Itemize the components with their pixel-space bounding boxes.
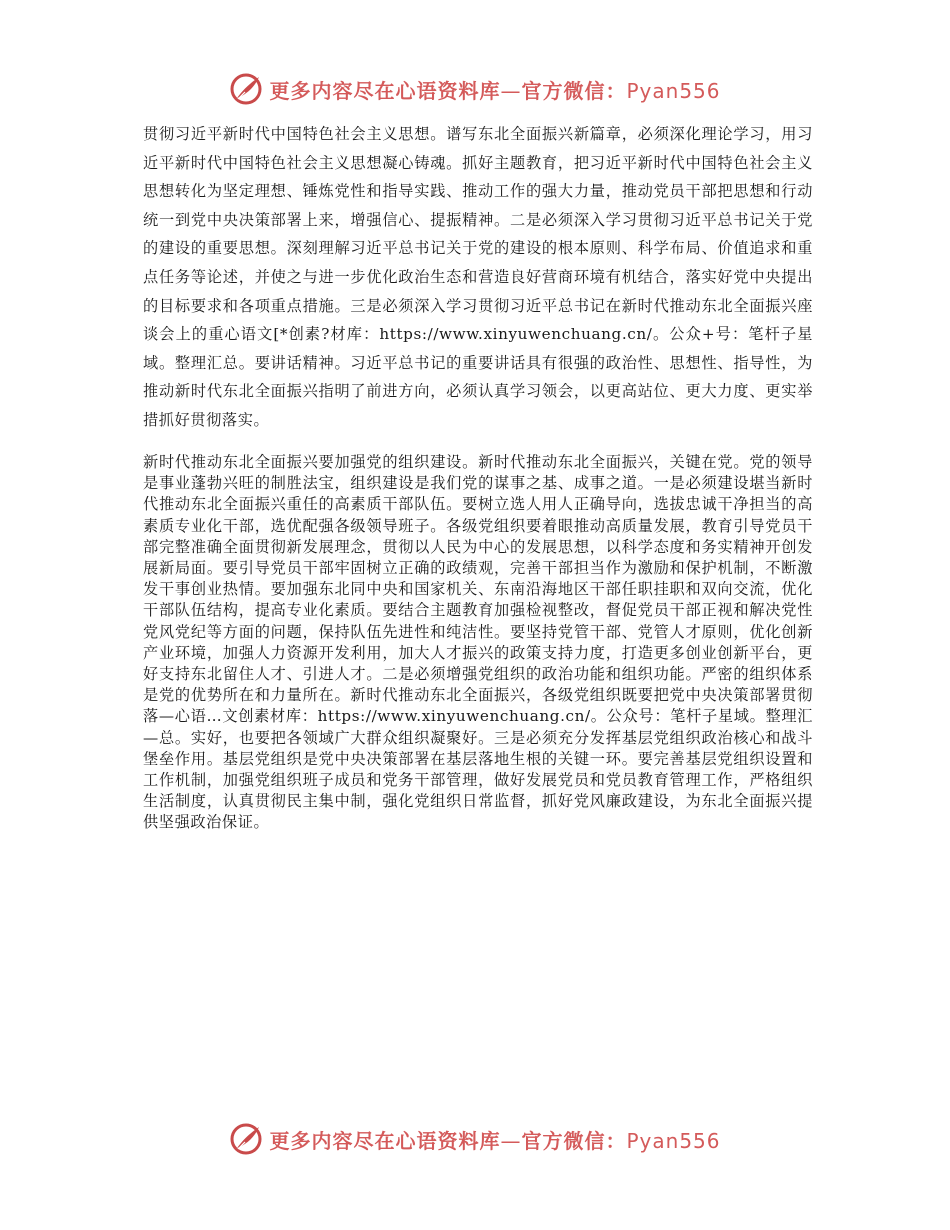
quill-logo-icon [229, 1122, 263, 1156]
watermark-text: 更多内容尽在心语资料库—官方微信：Pyan556 [269, 1128, 721, 1153]
watermark-text: 更多内容尽在心语资料库—官方微信：Pyan556 [269, 78, 721, 103]
header-watermark [0, 72, 950, 106]
body-paragraph-1: 贯彻习近平新时代中国特色社会主义思想。谱写东北全面振兴新篇章，必须深化理论学习，用习近平新时代中国特色社会主义思想凝心铸魂。抓好主题教育，把习近平新时代中国特色社会主义思想转化为坚定理想、锤炼党性和指导实践、推动工作的强大力量，推动党员干部把思想和行动统一到党中央决策部署上来，增强信心、提振精神。二是必须深入学习贯彻习近平总书记关于党的建设的重要思想。深刻理解习近平总书记关于党的建设的根本原则、科学布局、价值追求和重点任务等论述，并使之与进一步优化政治生态和营造良好营商环境有机结合，落实好党中央提出的目标要求和各项重点措施。三是必须深入学习贯彻习近平总书记在新时代推动东北全面振兴座谈会上的重心语文[*创素?材库：https://www.xinyuwenchuang.cn/。公众+号：笔杆子星域。整理汇总。要讲话精神。习近平总书记的重要讲话具有很强的政治性、思想性、指导性，为推动新时代东北全面振兴指明了前进方向，必须认真学习领会，以更高站位、更大力度、更实举措抓好贯彻落实。 [143, 125, 813, 429]
quill-logo-icon [229, 72, 263, 106]
body-paragraph-2: 新时代推动东北全面振兴要加强党的组织建设。新时代推动东北全面振兴，关键在党。党的领导是事业蓬勃兴旺的制胜法宝，组织建设是我们党的谋事之基、成事之道。一是必须建设堪当新时代推动东北全面振兴重任的高素质干部队伍。要树立选人用人正确导向，选拔忠诚干净担当的高素质专业化干部，选优配强各级领导班子。各级党组织要着眼推动高质量发展，教育引导党员干部完整准确全面贯彻新发展理念，贯彻以人民为中心的发展思想，以科学态度和务实精神开创发展新局面。要引导党员干部牢固树立正确的政绩观，完善干部担当作为激励和保护机制，不断激发干事创业热情。要加强东北同中央和国家机关、东南沿海地区干部任职挂职和双向交流，优化干部队伍结构，提高专业化素质。要结合主题教育加强检视整改，督促党员干部正视和解决党性党风党纪等方面的问题，保持队伍先进性和纯洁性。要坚持党管干部、党管人才原则，优化创新产业环境，加强人力资源开发利用，加大人才振兴的政策支持力度，打造更多创业创新平台，更好支持东北留住人才、引进人才。二是必须增强党组织的政治功能和组织功能。严密的组织体系是党的优势所在和力量所在。新时代推动东北全面振兴，各级党组织既要把党中央决策部署贯彻落—心语…文创素材库：https://www.xinyuwenchuang.cn/。公众号：笔杆子星域。整理汇—总。实好，也要把各领域广大群众组织凝聚好。三是必须充分发挥基层党组织政治核心和战斗堡垒作用。基层党组织是党中央决策部署在基层落地生根的关键一环。要完善基层党组织设置和工作机制，加强党组织班子成员和党务干部管理，做好发展党员和党员教育管理工作，严格组织生活制度，认真贯彻民主集中制，强化党组织日常监督，抓好党风廉政建设，为东北全面振兴提供坚强政治保证。 [143, 453, 813, 832]
footer-watermark [0, 1122, 950, 1156]
